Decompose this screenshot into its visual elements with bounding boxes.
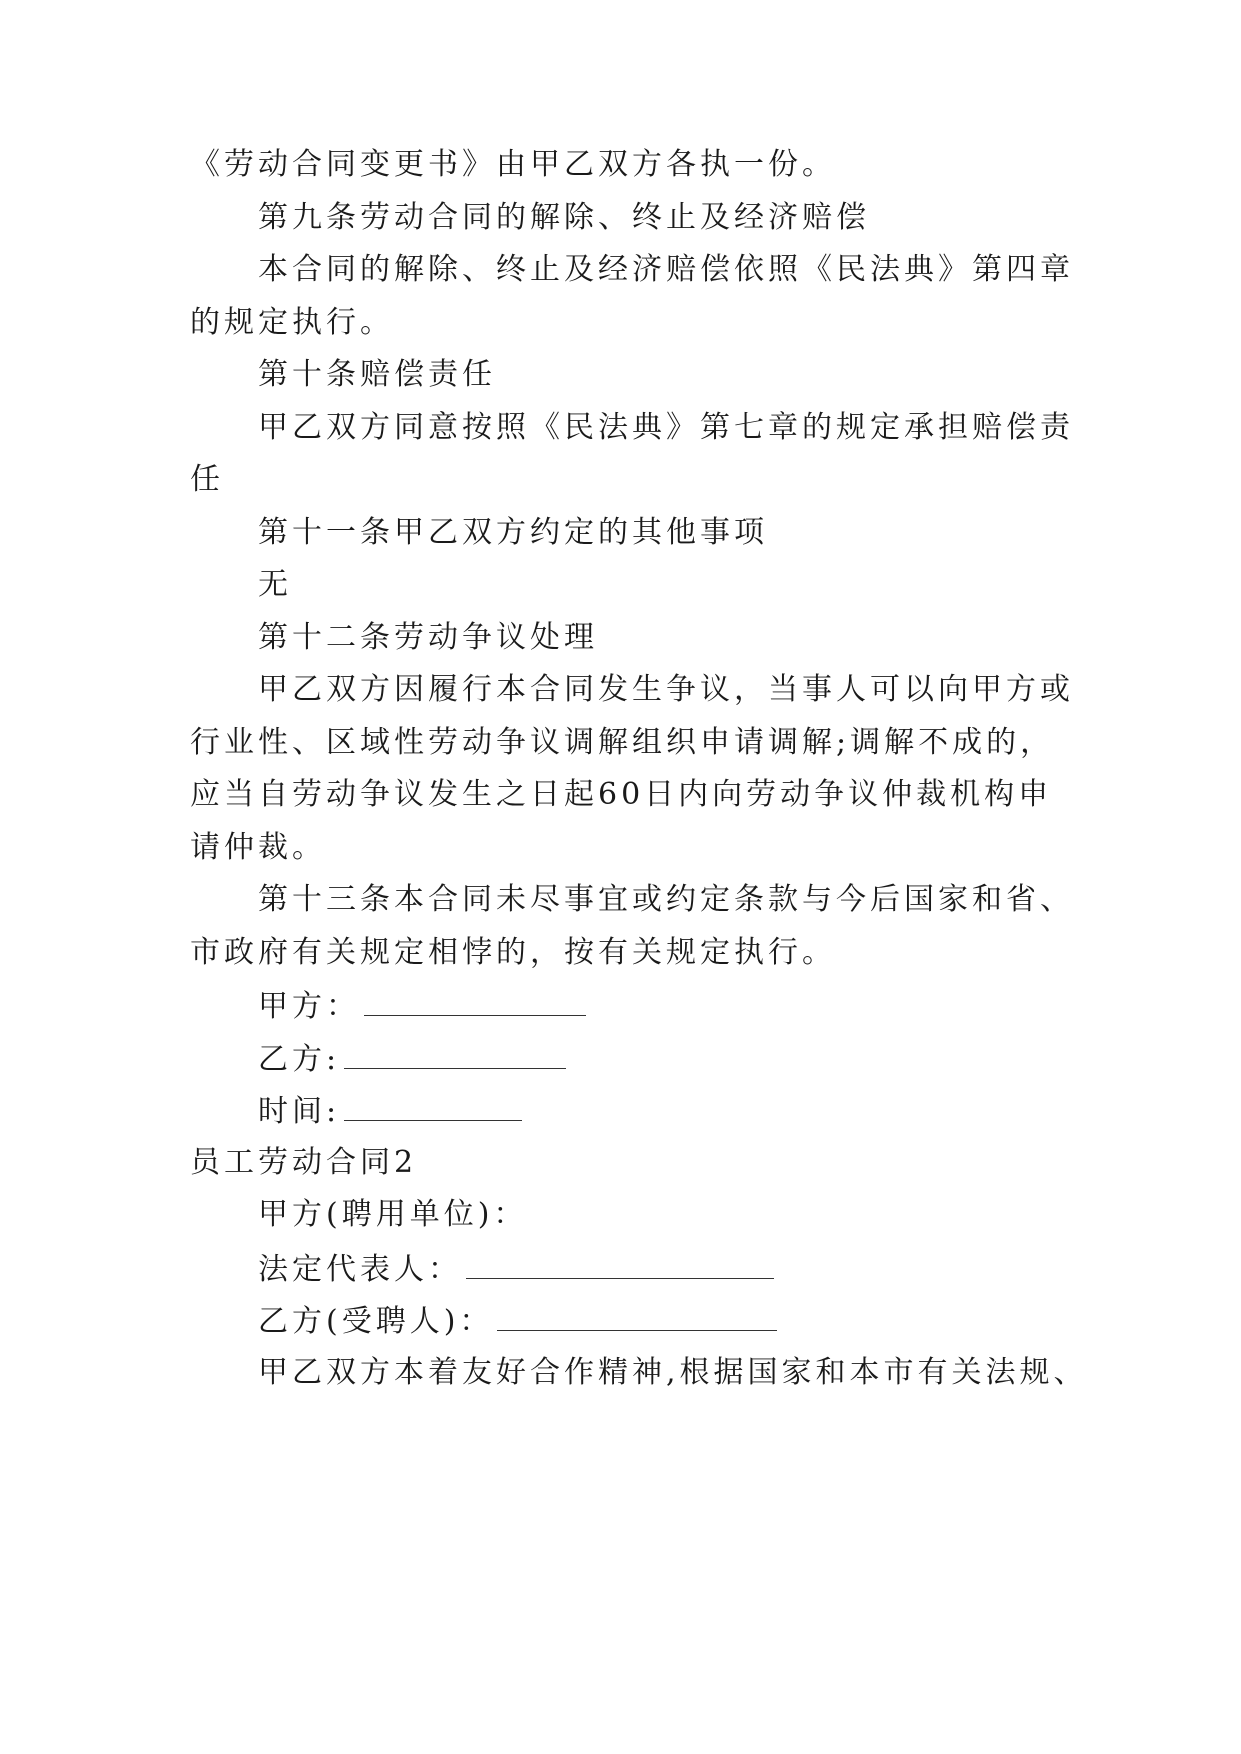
contract-title: 员工劳动合同2 xyxy=(190,1145,418,1180)
party-a-label: 甲方： xyxy=(258,989,360,1024)
employer-line: 甲方(聘用单位)： xyxy=(258,1197,528,1232)
article-heading: 第九条劳动合同的解除、终止及经济赔偿 xyxy=(258,200,870,235)
article-heading: 第十一条甲乙双方约定的其他事项 xyxy=(258,515,768,550)
party-a-signature xyxy=(258,985,586,1027)
paragraph-line: 无 xyxy=(258,567,292,602)
paragraph-line: 《劳动合同变更书》由甲乙双方各执一份。 xyxy=(190,147,836,182)
party-b-signature xyxy=(258,1038,566,1080)
date-label: 时间: xyxy=(258,1094,341,1129)
party-b-blank xyxy=(344,1038,566,1069)
date-signature xyxy=(258,1090,522,1132)
employee-line xyxy=(258,1300,777,1342)
party-b-label: 乙方: xyxy=(258,1042,341,1077)
article-heading: 第十二条劳动争议处理 xyxy=(258,620,598,655)
employee-blank xyxy=(497,1300,777,1331)
date-blank xyxy=(344,1090,522,1121)
paragraph-line: 请仲裁。 xyxy=(190,830,326,865)
article-heading: 第十条赔偿责任 xyxy=(258,357,496,392)
party-a-blank xyxy=(364,985,586,1016)
paragraph-line: 市政府有关规定相悖的，按有关规定执行。 xyxy=(190,935,836,970)
legal-representative-label: 法定代表人： xyxy=(258,1252,462,1287)
paragraph-line: 本合同的解除、终止及经济赔偿依照《民法典》第四章 xyxy=(258,252,1074,287)
paragraph-line: 行业性、区域性劳动争议调解组织申请调解;调解不成的， xyxy=(190,725,1055,760)
legal-representative-line xyxy=(258,1248,774,1290)
paragraph-line: 任 xyxy=(190,462,224,497)
article-heading: 第十三条本合同未尽事宜或约定条款与今后国家和省、 xyxy=(258,882,1074,917)
employee-label: 乙方(受聘人)： xyxy=(258,1304,494,1339)
paragraph-line: 甲乙双方本着友好合作精神,根据国家和本市有关法规、 xyxy=(258,1355,1088,1390)
paragraph-line: 的规定执行。 xyxy=(190,305,394,340)
paragraph-line: 甲乙双方同意按照《民法典》第七章的规定承担赔偿责 xyxy=(258,410,1074,445)
paragraph-line: 甲乙双方因履行本合同发生争议，当事人可以向甲方或 xyxy=(258,672,1074,707)
paragraph-line: 应当自劳动争议发生之日起60日内向劳动争议仲裁机构申 xyxy=(190,777,1053,812)
legal-representative-blank xyxy=(466,1248,774,1279)
